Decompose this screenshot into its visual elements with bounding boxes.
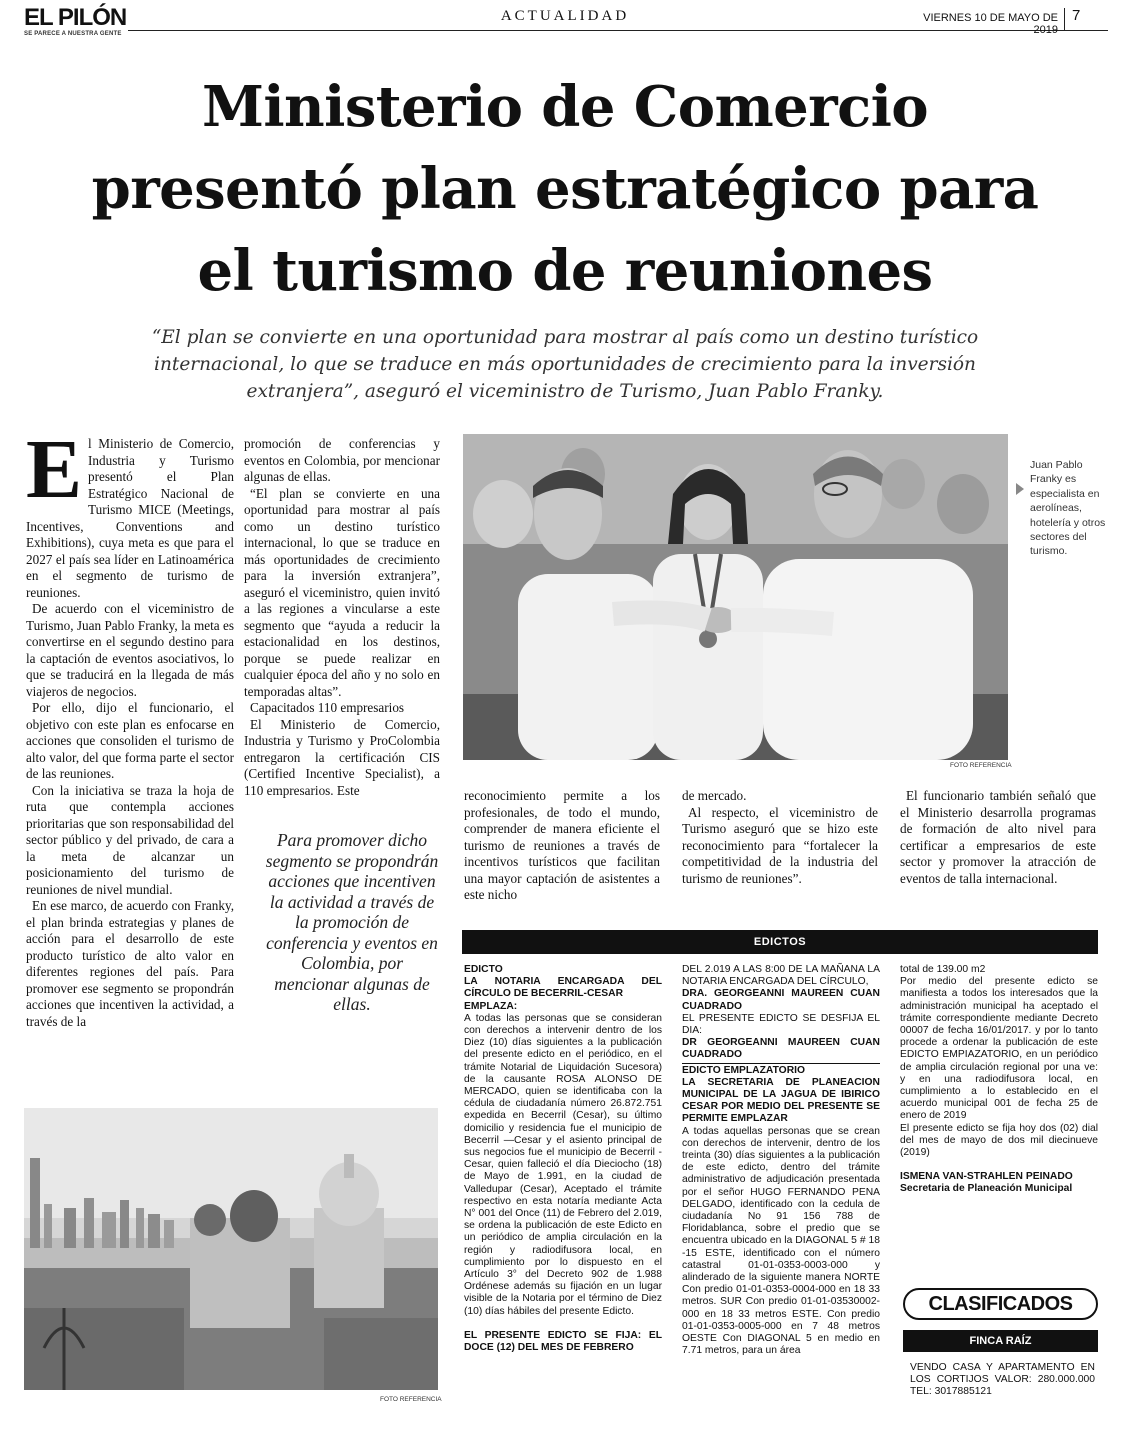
edicto-body: El presente edicto se fija hoy dos (02) dial del mes de mayo de dos mil diecinueve (2019): [900, 1122, 1098, 1159]
edicto-emplaza: [464, 1001, 662, 1013]
section-label: ACTUALIDAD: [500, 8, 630, 24]
cartagena-photo-image: [24, 1108, 438, 1390]
paragraph: “El plan se convierte en una oportunidad para mostrar al país como un destino turístico internacional, lo que se traduce en más oportunidades de crecimiento para la inversión extranjera”, aseguró el viceministro, quien invitó a las regiones a vincularse a este segmento que “ayuda a reducir la estacionalidad en los destinos, porque se puede realizar en cualquier época del año y no solo en temporadas altas”.: [244, 485, 440, 699]
article-headline: [30, 66, 1100, 312]
drop-cap: E: [26, 423, 83, 516]
logo-name: EL PILÓN: [24, 4, 127, 31]
headline-line: presentó plan estratégico para: [91, 156, 1039, 222]
edicto-title: [464, 964, 662, 976]
cartagena-photo: [24, 1108, 438, 1390]
edicto-emplaza-text: EMPLAZA:: [464, 1000, 518, 1012]
deck-line: internacional, lo que se traduce en más oportunidades de crecimiento para la inversión: [154, 354, 976, 375]
edicto-subtitle-text: LA SECRETARIA DE PLANEACION MUNICIPAL DE LA JAGUA DE IBIRICO CESAR POR MEDIO DEL PRESENTE SE PERMITE EMPLAZAR: [682, 1076, 880, 1125]
edicto-subtitle-text: LA NOTARIA ENCARGADA DEL CÍRCULO DE BECERRIL-CESAR: [464, 976, 662, 1000]
article-column-2: [244, 436, 440, 799]
paragraph: En ese marco, de acuerdo con Franky, el plan brinda estrategias y planes de acción para el desarrollo de este producto turístico de alto valor en diferentes regiones del país. Para promover ese segmento se propondrán acciones que incentiven la actividad, a través de la: [26, 898, 234, 1029]
edicto-title-text: EDICTO: [464, 964, 503, 975]
edicto-fija-text: EL PRESENTE EDICTO SE FIJA: EL DOCE (12) DEL MES DE FEBRERO: [464, 1329, 662, 1354]
article-column-4: [682, 788, 878, 887]
edicto-signer-text: DR GEORGEANNI MAUREEN CUAN CUADRADO: [682, 1037, 880, 1061]
caption-arrow-icon: [1016, 483, 1024, 495]
handshake-photo: [463, 434, 1008, 760]
paragraph: Con la iniciativa se traza la hoja de ruta que contempla acciones prioritarias que son responsabilidad del sector público y del privado, de cara a la meta de alcanzar un posicionamiento del turismo de reuniones de nivel mundial.: [26, 782, 234, 897]
page-number: 7: [1072, 7, 1081, 24]
edicto-signature-name: [900, 1171, 1098, 1183]
headline-line: el turismo de reuniones: [197, 238, 933, 304]
edicto-signer: [682, 1037, 880, 1061]
issue-date: VIERNES 10 DE MAYO DE 2019: [923, 12, 1058, 36]
edicto-fija: [464, 1330, 662, 1354]
paragraph: El Ministerio de Comercio, Industria y Turismo y ProColombia entregaron la certificación CIS (Certified Incentive Specialist), a 110 empresarios. Este: [244, 716, 440, 798]
paragraph: reconocimiento permite a los profesionales, de todo el mundo, comprender de manera eficiente el turismo de reuniones a través de incentivos turísticos que facilitan una mayor captación de asistentes a este nicho: [464, 788, 660, 902]
edicto-signer-text: DRA. GEORGEANNI MAUREEN CUAN CUADRADO: [682, 988, 880, 1012]
photo-credit: FOTO REFERENCIA: [380, 1396, 442, 1403]
edicto-subtitle: [464, 976, 662, 1000]
photo-caption: Juan Pablo Franky es especialista en aerolíneas, hotelería y otros sectores del turismo.: [1030, 459, 1106, 558]
pull-quote: Para promover dicho segmento se propondrán acciones que incentiven la actividad a través de la promoción de conferencia y eventos en Colombia, por mencionar algunas de ellas.: [265, 830, 439, 1014]
edicto-signature-name-text: ISMENA VAN-STRAHLEN PEINADO: [900, 1171, 1073, 1183]
edicto-column-3: [900, 964, 1098, 1196]
paragraph: El funcionario también señaló que el Ministerio desarrolla programas de formación de alto nivel para certificar a empresarios de este sector y promover la atracción de eventos de talla internacional.: [900, 788, 1096, 886]
edicto-body: A todas aquellas personas que se crean con derechos de intervenir, dentro de los treinta (30) días siguientes a la publicación de este edicto, dentro del trámite administrativo de adjudicación presentada por el señor HUGO FERNANDO PENA DELGADO, identificado con la cedula de ciudadanía No 91 156 788 de Floridablanca, sobre el predio que se encuentra ubicado en la DIAGONAL 5 # 18 -15 ESTE, identificado con el número catastral 01-01-0353-0003-000 y alinderado de la siguiente manera NORTE Con predio 01-01-0353-0004-000 en 18 33 metros. SUR Con predio 01-01-03530002-000 en 18 33 metros ESTE. Con predio 01-01-0353-0005-000 en 7 48 metros OESTE Con DIAGONAL 5 en medio en 7.71 metros, para un área: [682, 1125, 880, 1357]
edicto-text: DEL 2.019 A LAS 8:00 DE LA MAÑANA LA NOTARIA ENCARGADA DEL CÍRCULO,: [682, 964, 880, 988]
edicto-text: total de 139.00 m2: [900, 964, 986, 975]
article-column-1: [26, 423, 234, 1030]
deck-line: extranjera”, aseguró el viceministro de Turismo, Juan Pablo Franky.: [246, 381, 884, 402]
clasificados-header: CLASIFICADOS: [903, 1288, 1098, 1320]
edicto-title: [682, 1065, 880, 1077]
edicto-signature-role: [900, 1183, 1098, 1195]
finca-raiz-header: FINCA RAÍZ: [903, 1330, 1098, 1352]
header-separator: [1064, 8, 1065, 30]
edicto-body: Por medio del presente edicto se manifiesta a todos los interesados que la administración municipal ha aceptado el trámite correspondiente mediante Decreto 00007 de fecha 16/01/2017. y por lo tanto procede a ordenar la publicación de este EDICTO EMPIAZATORIO, en un periódico de amplia circulación regional por una ve: y en una radiodifusora local, en cumplimiento a lo establecido en el acuerdo municipal 001 de fecha 25 de enero de 2019: [900, 976, 1098, 1122]
subheading: Capacitados 110 empresarios: [250, 700, 405, 715]
edicto-column-2: [682, 964, 880, 1358]
article-deck: [90, 324, 1040, 405]
edicto-text: EL PRESENTE EDICTO SE DESFIJA EL DIA:: [682, 1012, 880, 1037]
edicto-signer: [682, 988, 880, 1012]
paragraph: Por ello, dijo el funcionario, el objetivo con este plan es enfocarse en acciones que consoliden el turismo de alto valor, del que forma parte el sector de las reuniones.: [26, 700, 234, 781]
article-column-5: [900, 788, 1096, 887]
paragraph: de mercado.: [682, 788, 747, 803]
edicto-signature-role-text: Secretaria de Planeación Municipal: [900, 1183, 1073, 1195]
edicto-column-1: [464, 964, 662, 1354]
edicto-subtitle: [682, 1077, 880, 1126]
article-column-3: [464, 788, 660, 904]
edicto-body: A todas las personas que se consideran con derechos a intervenir dentro de los Diez (10) días siguientes a la publicación del presente edicto en el periódico, en el trámite Notarial de Liquidación Sucesora) de la causante ROSA ALONSO DE MERCADO, quien se identificaba con la cédula de ciudadanía número 26.872.751 expedida en Becerril (Cesar), su último domicilio y residencia fue el municipio de Becerril —Cesar y el asiento principal de sus negocios fue el municipio de Becerril - Cesar, quien falleció el día Dieciocho (18) de Mayo de 1.991, en la ciudad de Valledupar (Cesar), Aceptado el trámite respectivo en esta notaría mediante Acta N° 001 del Once (11) de Febrero del 2.019, se ordena la publicación de este Edicto en un periódico de amplia circulación en la región y radiodifusora local, en cumplimiento por lo dispuesto en el Artículo 3° del Decreto 902 de 1.988 Ordénese además su fijación en un lugar visible de la Notaria por el término de Diez (10) días hábiles del presente Edicto.: [464, 1012, 662, 1317]
paragraph: De acuerdo con el viceministro de Turismo, Juan Pablo Franky, la meta es convertirse en el segundo destino para la captación de eventos asociativos, lo que se traducirá en la llegada de más viajeros de negocios.: [26, 601, 234, 699]
paragraph: l Ministerio de Comercio, Industria y Turismo presentó el Plan Estratégico Nacional de Turismo MICE (Meetings, Incentives, Conventions and Exhibitions), cuya meta es que para el 2027 el país sea líder en Latinoamérica en el segmento de turismo de reuniones.: [26, 436, 234, 600]
classified-ad: VENDO CASA Y APARTAMENTO EN LOS CORTIJOS VALOR: 280.000.000 TEL: 3017885121: [910, 1362, 1095, 1398]
headline-line: Ministerio de Comercio: [201, 74, 928, 140]
logo-tagline: SE PARECE A NUESTRA GENTE: [24, 31, 122, 37]
photo-credit: FOTO REFERENCIA: [950, 762, 1012, 769]
paragraph: promoción de conferencias y eventos en Colombia, por mencionar algunas de ellas.: [244, 436, 440, 484]
edicto-title-text: EDICTO EMPLAZATORIO: [682, 1064, 805, 1076]
handshake-photo-image: [463, 434, 1008, 760]
newspaper-logo: [24, 6, 128, 38]
edictos-header: EDICTOS: [462, 930, 1098, 954]
edicto-divider: [682, 1063, 880, 1064]
paragraph: Al respecto, el viceministro de Turismo aseguró que se hizo este reconocimiento para “fortalecer la competitividad de la industria del turismo de reuniones”.: [682, 804, 878, 886]
deck-line: “El plan se convierte en una oportunidad para mostrar al país como un destino turístico: [151, 327, 979, 348]
